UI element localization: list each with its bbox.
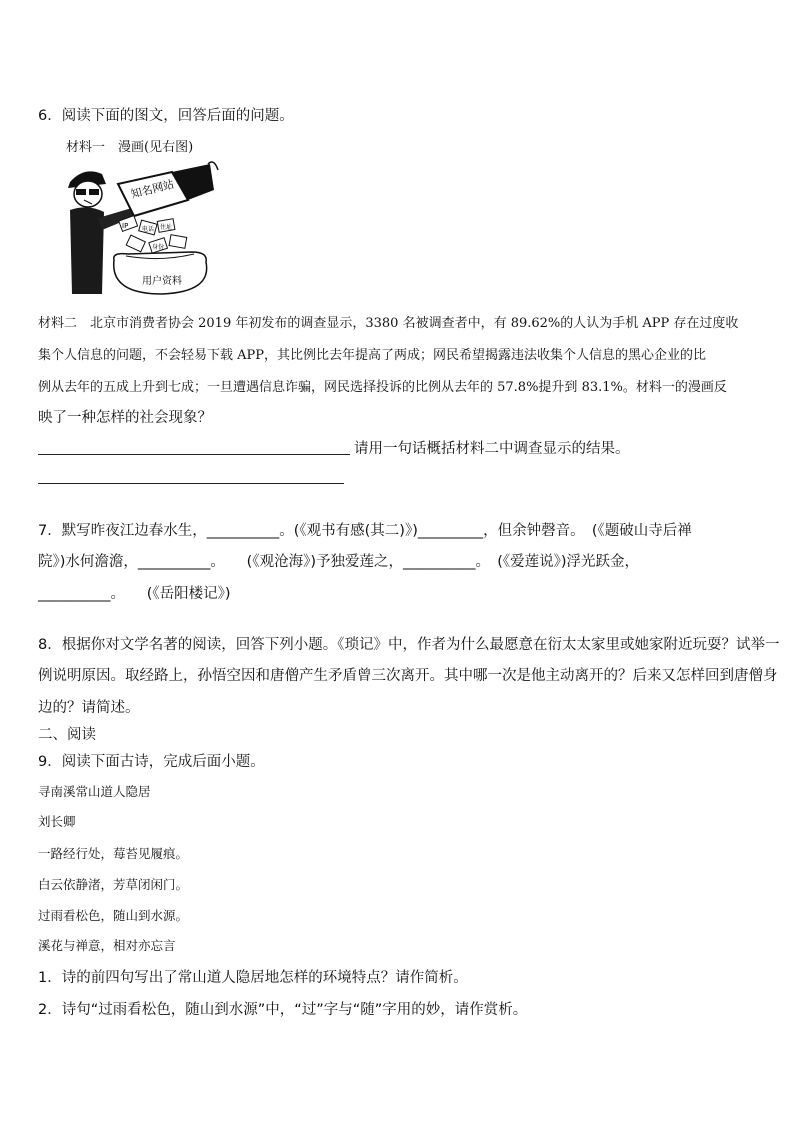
sign-text: 知名网站 xyxy=(129,177,176,201)
card-label: IP xyxy=(122,222,129,230)
poem-line: 溪花与禅意，相对亦忘言 xyxy=(38,938,176,953)
card-label: 住址 xyxy=(160,224,173,231)
user-data-sack xyxy=(114,252,207,294)
q8-line: 8．根据你对文学名著的阅读，回答下列小题。《琐记》中，作者为什么最愿意在衍太太家里或她家附近玩耍？试举一 xyxy=(38,637,780,653)
material2-line: 例从去年的五成上升到七成；一旦遭遇信息诈骗，网民选择投诉的比例从去年的 57.8%提升到 83.1%。材料一的漫画反 xyxy=(38,380,727,395)
poem-line: 白云依静渚，芳草闭闲门。 xyxy=(38,877,189,892)
sack-text: 用户资料 xyxy=(142,276,182,287)
cartoon-image xyxy=(62,160,220,296)
poem-author: 刘长卿 xyxy=(38,814,76,829)
poem-line: 过雨看松色，随山到水源。 xyxy=(38,908,189,923)
q7-line: 7．默写昨夜江边春水生，__________。(《观书有感(其二)》)_________，但余钟磬音。 (《题破山寺后禅 xyxy=(38,523,692,539)
material1-label: 材料一 漫画(见右图) xyxy=(66,140,194,155)
q6-heading: 6．阅读下面的图文，回答后面的问题。 xyxy=(38,108,294,124)
answer-blank-2[interactable] xyxy=(38,483,344,484)
q8-line: 例说明原因。取经路上，孙悟空因和唐僧产生矛盾曾三次离开。其中哪一次是他主动离开的？后来又怎样回到唐僧身 xyxy=(38,668,778,684)
q9-heading: 9．阅读下面古诗，完成后面小题。 xyxy=(38,754,265,770)
poem-title: 寻南溪常山道人隐居 xyxy=(38,784,151,799)
q9-sub1: 1．诗的前四句写出了常山道人隐居地怎样的环境特点？请作简析。 xyxy=(38,970,468,986)
poem-line: 一路经行处，莓苔见履痕。 xyxy=(38,846,189,861)
answer-prompt: 请用一句话概括材料二中调查显示的结果。 xyxy=(354,441,630,457)
card-label: 身份 xyxy=(152,244,165,251)
material2-line: 集个人信息的问题，不会轻易下载 APP，其比例比去年提高了两成；网民希望揭露违法收集个人信息的黑心企业的比 xyxy=(38,348,707,363)
q8-line: 边的？请简述。 xyxy=(38,700,140,716)
q7-line: __________。 (《岳阳楼记》) xyxy=(38,586,231,602)
material2-line: 材料二 北京市消费者协会 2019 年初发布的调查显示，3380 名被调查者中，有 89.62%的人认为手机 APP 存在过度收 xyxy=(38,316,739,331)
card-label: 电话 xyxy=(142,226,155,233)
answer-blank-1[interactable] xyxy=(38,454,350,455)
section-heading: 二、阅读 xyxy=(38,727,96,743)
website-box xyxy=(118,162,218,216)
material2-line: 映了一种怎样的社会现象？ xyxy=(38,410,212,426)
q7-line: 院》)水何澹澹，__________。 (《观沧海》)予独爱莲之，__________。 (《爱莲说》)浮光跃金， xyxy=(38,554,640,570)
q9-sub2: 2．诗句“过雨看松色，随山到水源”中，“过”字与“随”字用的妙，请作赏析。 xyxy=(38,1002,528,1018)
